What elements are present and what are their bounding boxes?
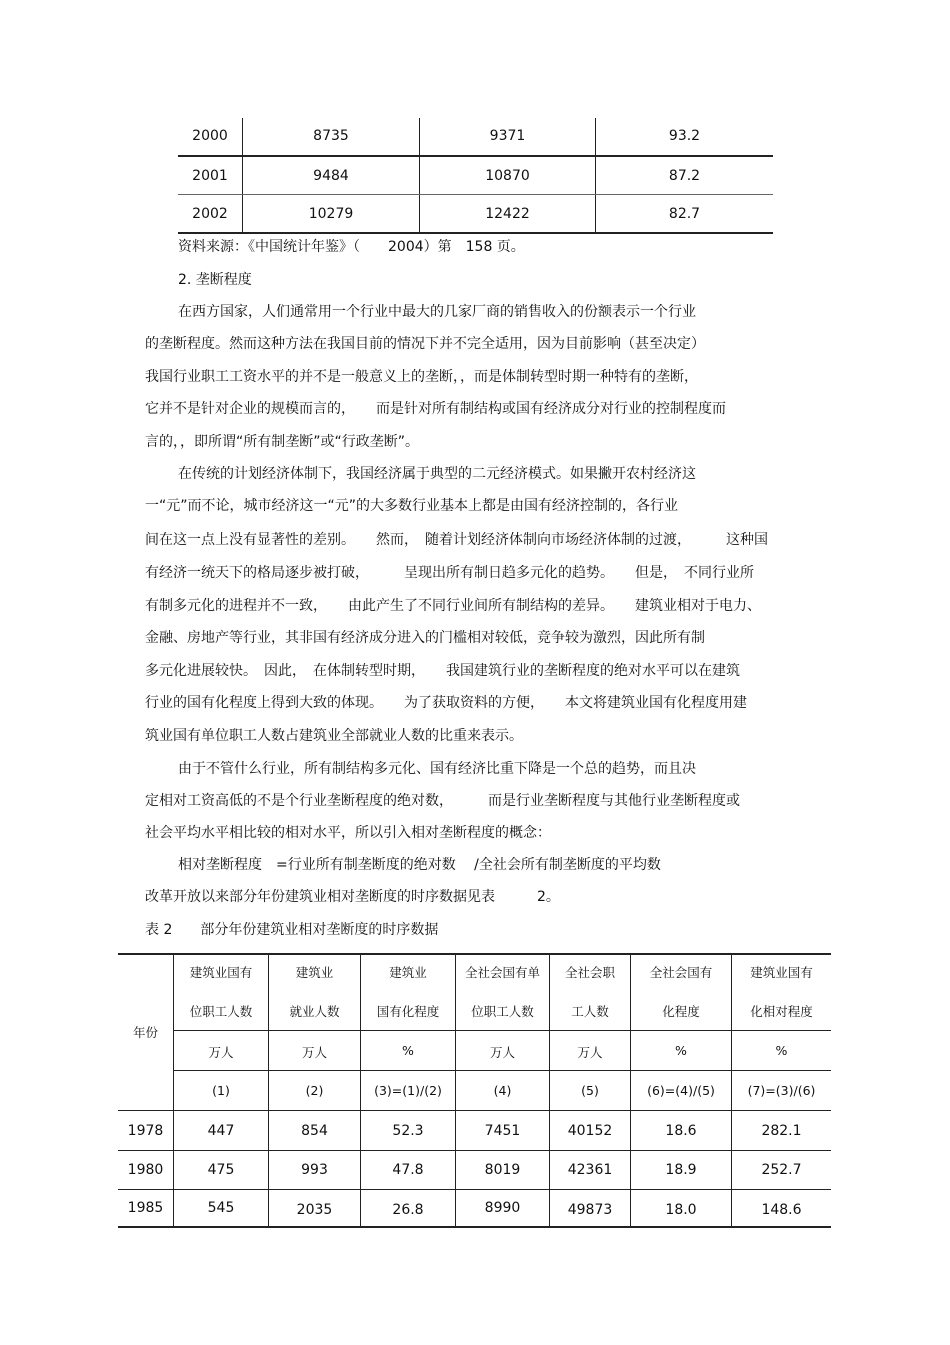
table1-cell: 93.2 xyxy=(668,128,701,144)
paragraph-line: 行业的国有化程度上得到大致的体现。 为了获取资料的方便， 本文将建筑业国有化程度用建 xyxy=(145,695,747,711)
table2-cell: 854 xyxy=(301,1123,328,1139)
table2-caption: 表 2 部分年份建筑业相对垄断度的时序数据 xyxy=(145,922,439,938)
table2-formula: (7)=(3)/(6) xyxy=(747,1083,816,1098)
table2-unit: 万人 xyxy=(489,1045,515,1060)
table2-cell: 7451 xyxy=(484,1123,521,1139)
table2-cell: 40152 xyxy=(567,1123,613,1139)
table2-unit: 万人 xyxy=(301,1045,327,1060)
table2-header: 建筑业 xyxy=(295,965,334,980)
table1-cell: 2002 xyxy=(192,206,228,222)
paragraph-line: 筑业国有单位职工人数占建筑业全部就业人数的比重来表示。 xyxy=(145,728,523,744)
table2-cell: 18.9 xyxy=(665,1162,697,1178)
table2-header: 位职工人数 xyxy=(189,1004,253,1019)
formula-line: 相对垄断程度 =行业所有制垄断度的绝对数 /全社会所有制垄断度的平均数 xyxy=(178,857,661,873)
paragraph-line: 在传统的计划经济体制下，我国经济属于典型的二元经济模式。如果撇开农村经济这 xyxy=(178,466,696,482)
paragraph-line: 定相对工资高低的不是个行业垄断程度的绝对数， 而是行业垄断程度与其他行业垄断程度或 xyxy=(145,793,740,809)
table2-header: 建筑业国有 xyxy=(750,965,813,980)
table2-cell: 282.1 xyxy=(761,1123,802,1139)
table2-formula: (5) xyxy=(581,1083,599,1098)
table2-header: 建筑业国有 xyxy=(189,965,253,980)
table1-cell: 8735 xyxy=(313,128,349,144)
table2-cell: 1978 xyxy=(127,1123,164,1139)
paragraph-line: 由于不管什么行业，所有制结构多元化、国有经济比重下降是一个总的趋势，而且决 xyxy=(178,761,696,777)
table2-cell: 26.8 xyxy=(392,1202,424,1218)
paragraph-line: 有经济一统天下的格局逐步被打破， 呈现出所有制日趋多元化的趋势。 但是， 不同行业所 xyxy=(145,565,754,581)
table2-unit: % xyxy=(402,1043,414,1058)
paragraph-line: 一“元”而不论，城市经济这一“元”的大多数行业基本上都是由国有经济控制的，各行业 xyxy=(145,498,679,514)
table2-cell: 1985 xyxy=(127,1200,164,1216)
table2-cell: 1980 xyxy=(127,1162,164,1178)
table2-cell: 18.6 xyxy=(665,1123,697,1139)
table2-cell: 475 xyxy=(207,1162,235,1178)
paragraph-line: 的垄断程度。然而这种方法在我国目前的情况下并不完全适用，因为目前影响（甚至决定） xyxy=(145,336,705,352)
paragraph-line: 社会平均水平相比较的相对水平，所以引入相对垄断程度的概念： xyxy=(145,825,551,841)
section-heading: 2. 垄断程度 xyxy=(178,272,252,288)
table2-header: 国有化程度 xyxy=(376,1004,440,1019)
table2-cell: 18.0 xyxy=(665,1202,697,1218)
table2-header: 化程度 xyxy=(662,1004,700,1019)
table1-source-note: 资料来源：《中国统计年鉴》（ 2004）第 158 页。 xyxy=(178,239,525,255)
table2-cell: 993 xyxy=(301,1162,328,1178)
table1-cell: 87.2 xyxy=(668,168,701,184)
table2-header: 建筑业 xyxy=(389,965,427,980)
table2-header: 全社会职 xyxy=(564,965,615,980)
table1-cell: 2001 xyxy=(192,168,228,184)
table1-cell: 10870 xyxy=(485,168,530,184)
paragraph-line: 改革开放以来部分年份建筑业相对垄断度的时序数据见表 2。 xyxy=(145,889,560,905)
table1-cell: 10279 xyxy=(308,206,354,222)
table1-cell: 12422 xyxy=(485,206,530,222)
table2-cell: 252.7 xyxy=(761,1162,802,1178)
table2-cell: 52.3 xyxy=(392,1123,424,1139)
table2-header: 化相对程度 xyxy=(750,1004,813,1019)
paragraph-line: 它并不是针对企业的规模而言的， 而是针对所有制结构或国有经济成分对行业的控制程度而 xyxy=(145,401,726,417)
table2-formula: (3)=(1)/(2) xyxy=(374,1083,442,1098)
table1-cell: 82.7 xyxy=(668,206,701,222)
table2-header: 工人数 xyxy=(571,1004,609,1019)
table2-formula: (6)=(4)/(5) xyxy=(647,1083,715,1098)
paragraph-line: 金融、房地产等行业，其非国有经济成分进入的门槛相对较低，竞争较为激烈，因此所有制 xyxy=(145,630,705,646)
table2-cell: 8990 xyxy=(484,1200,521,1216)
table2-cell: 545 xyxy=(207,1200,235,1216)
table2-cell: 49873 xyxy=(567,1202,613,1218)
table2-cell: 447 xyxy=(207,1123,235,1139)
table2-formula: (4) xyxy=(493,1083,512,1098)
table2-unit: 万人 xyxy=(208,1045,234,1060)
table2-unit: % xyxy=(775,1043,788,1058)
table1-cell: 9371 xyxy=(489,128,526,144)
table2-header: 就业人数 xyxy=(289,1004,340,1019)
table2-unit: % xyxy=(675,1043,687,1058)
table2-cell: 148.6 xyxy=(761,1202,802,1218)
paragraph-line: 间在这一点上没有显著性的差别。 然而， 随着计划经济体制向市场经济体制的过渡， 这种国 xyxy=(145,532,768,548)
table2-formula: (2) xyxy=(305,1083,324,1098)
table2-header: 位职工人数 xyxy=(471,1004,534,1019)
table1-cell: 2000 xyxy=(192,128,228,144)
table2-header: 全社会国有 xyxy=(649,965,713,980)
table2-cell: 8019 xyxy=(484,1162,521,1178)
paragraph-line: 言的，，即所谓“所有制垄断”或“行政垄断”。 xyxy=(145,434,420,450)
table2-formula: (1) xyxy=(212,1083,230,1098)
paragraph-line: 多元化进展较快。 因此， 在体制转型时期， 我国建筑行业的垄断程度的绝对水平可以在建筑 xyxy=(145,663,740,679)
paragraph-line: 有制多元化的进程并不一致， 由此产生了不同行业间所有制结构的差异。 建筑业相对于电力、 xyxy=(145,598,761,614)
table2-header: 全社会国有单 xyxy=(464,965,540,980)
table2-year-header: 年份 xyxy=(132,1025,158,1040)
paragraph-line: 在西方国家，人们通常用一个行业中最大的几家厂商的销售收入的份额表示一个行业 xyxy=(178,304,696,320)
table1-cell: 9484 xyxy=(313,168,349,184)
table2-cell: 2035 xyxy=(296,1202,333,1218)
table2-cell: 47.8 xyxy=(392,1162,424,1178)
table2-cell: 42361 xyxy=(567,1162,613,1178)
table2-unit: 万人 xyxy=(577,1045,603,1060)
paragraph-line: 我国行业职工工资水平的并不是一般意义上的垄断，，而是体制转型时期一种特有的垄断， xyxy=(145,369,698,385)
